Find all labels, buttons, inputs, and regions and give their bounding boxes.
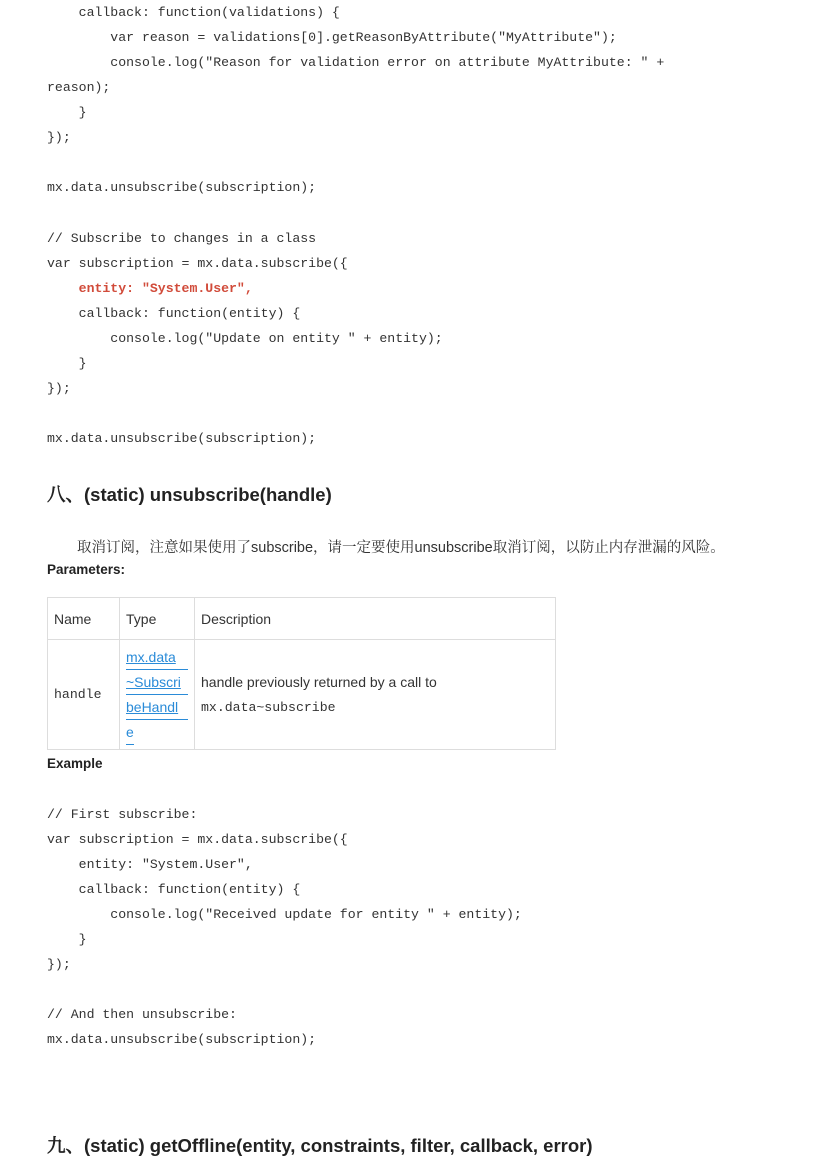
type-link-part: mx.data (126, 645, 188, 670)
code-line: }); (47, 130, 71, 145)
code-line: } (47, 105, 87, 120)
code-line: mx.data.unsubscribe(subscription); (47, 1032, 317, 1047)
code-line: callback: function(entity) { (47, 306, 301, 321)
column-header-type: Type (120, 598, 195, 640)
code-line (47, 977, 522, 1002)
code-line: }); (47, 381, 71, 396)
code-line: } (47, 932, 87, 947)
code-line: reason); (47, 80, 111, 95)
code-block-example (47, 802, 522, 1052)
table-header-row (48, 598, 556, 640)
type-link-part: e (126, 720, 134, 745)
code-line: var reason = validations[0].getReasonByAttribute("MyAttribute"); (47, 30, 617, 45)
code-line: entity: "System.User", (47, 857, 253, 872)
code-line (47, 150, 664, 175)
code-line: mx.data.unsubscribe(subscription); (47, 431, 317, 446)
section-description: 取消订阅，注意如果使用了subscribe，请一定要使用unsubscribe取消订阅，以防止内存泄漏的风险。 (77, 540, 725, 556)
param-description-text: handle previously returned by a call to (201, 673, 437, 690)
code-line: var subscription = mx.data.subscribe({ (47, 832, 348, 847)
code-line: callback: function(validations) { (47, 5, 340, 20)
code-line: console.log("Update on entity " + entity); (47, 331, 443, 346)
example-label: Example (47, 756, 103, 771)
code-comment-line: // And then unsubscribe: (47, 1007, 237, 1022)
type-link-subscribe-handle[interactable] (126, 645, 188, 745)
column-header-description: Description (195, 598, 556, 640)
code-comment-line: // Subscribe to changes in a class (47, 231, 317, 246)
code-line: mx.data.unsubscribe(subscription); (47, 180, 317, 195)
code-line: } (47, 356, 87, 371)
section-heading-unsubscribe: 八、(static) unsubscribe(handle) (47, 484, 332, 505)
param-name-cell: handle (48, 640, 120, 750)
code-line-highlighted-entity: entity: "System.User", (47, 281, 253, 296)
code-line: }); (47, 957, 71, 972)
code-block-subscribe-class (47, 226, 443, 451)
code-line (47, 401, 443, 426)
section-heading-getoffline: 九、(static) getOffline(entity, constraints, filter, callback, error) (47, 1135, 593, 1156)
column-header-name: Name (48, 598, 120, 640)
code-line: callback: function(entity) { (47, 882, 301, 897)
code-line: console.log("Received update for entity " + entity); (47, 907, 522, 922)
param-description-cell (195, 640, 556, 750)
parameters-label: Parameters: (47, 562, 126, 577)
parameters-table (47, 597, 556, 750)
code-comment-line: // First subscribe: (47, 807, 198, 822)
code-block-validation-callback (47, 0, 664, 200)
param-description-code: mx.data~subscribe (201, 699, 336, 715)
param-type-cell (120, 640, 195, 750)
code-line: var subscription = mx.data.subscribe({ (47, 256, 348, 271)
table-row (48, 640, 556, 750)
type-link-part: ~Subscri (126, 670, 188, 695)
type-link-part: beHandl (126, 695, 188, 720)
code-line: console.log("Reason for validation error on attribute MyAttribute: " + (47, 55, 665, 70)
